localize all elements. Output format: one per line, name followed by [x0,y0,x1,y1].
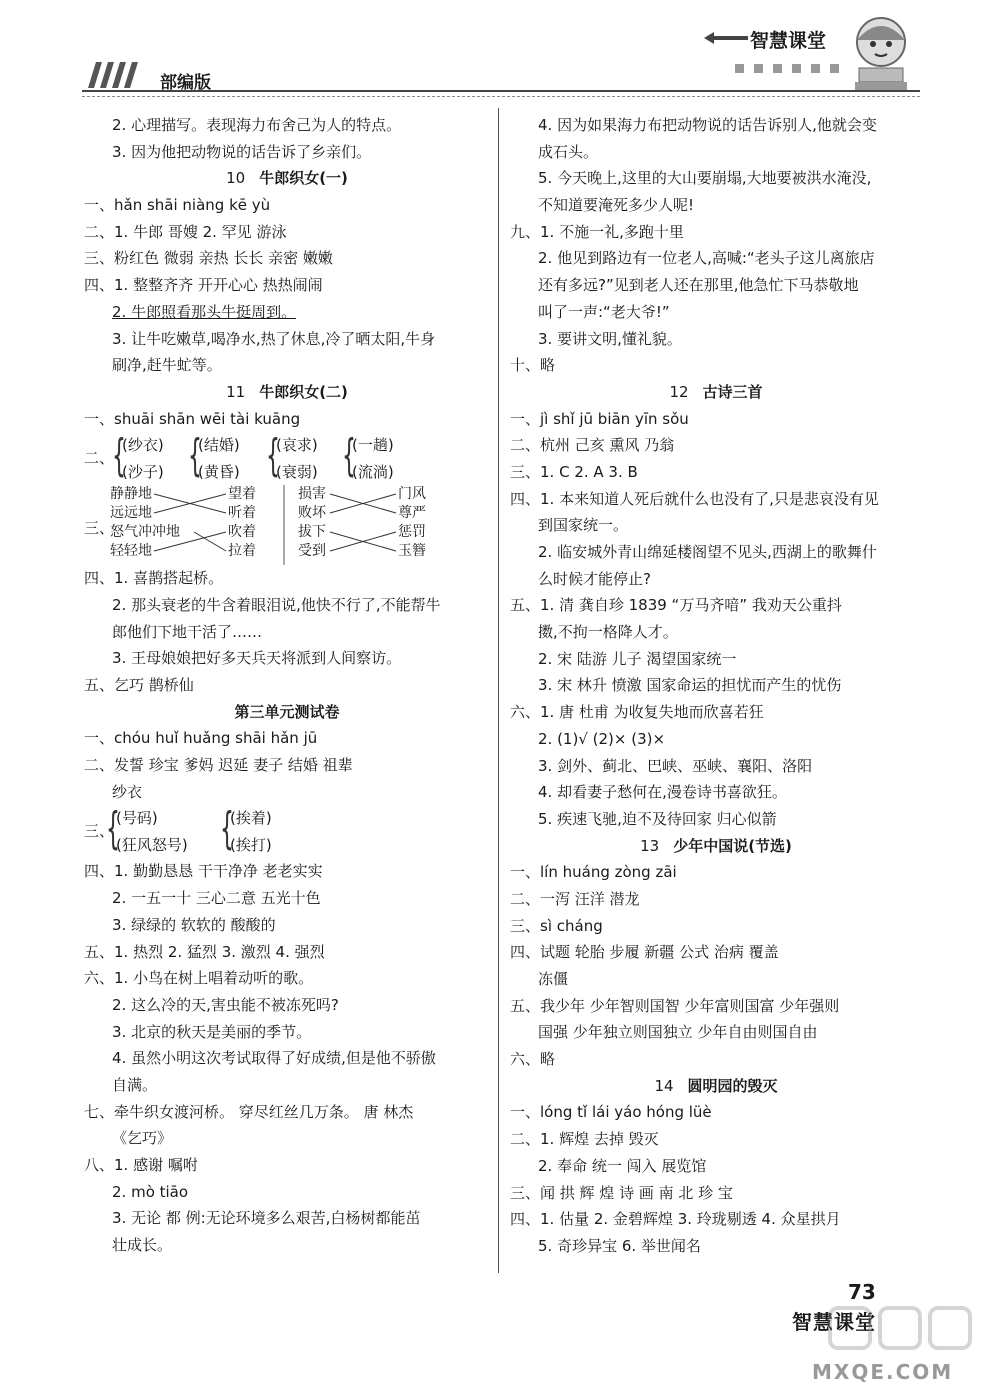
answer-line: 擞,不拘一格降人才。 [538,623,678,642]
answer-line: 么时候才能停止? [538,569,651,588]
answer-line: 四、试题 轮胎 步履 新疆 公式 治病 覆盖 [510,943,779,962]
section-heading: 14 圆明园的毁灭 [654,1076,778,1095]
answer-line: 不知道要淹死多少人呢! [538,196,695,215]
answer-line: 2. 宋 陆游 儿子 渴望国家统一 [538,649,737,668]
answer-line: 二、一泻 汪洋 潜龙 [510,889,640,908]
answer-line: 冻僵 [538,970,569,988]
answer-line: 四、1. 估量 2. 金碧辉煌 3. 玲珑剔透 4. 众星拱月 [510,1210,841,1229]
answer-line: 3. 北京的秋天是美丽的季节。 [112,1022,312,1041]
square-dots [735,58,849,77]
answer-line: 5. 疾速飞驰,迫不及待回家 归心似箭 [538,809,777,828]
edition-label: 部编版 [160,73,211,93]
answer-line: 3. 让牛吃嫩草,喝净水,热了休息,冷了晒太阳,牛身 [112,329,436,348]
answer-line: 二、发誓 珍宝 爹妈 迟延 妻子 结婚 祖辈 [84,756,353,775]
answer-line: 十、略 [510,356,556,375]
answer-line: 三、1. C 2. A 3. B [510,462,638,481]
answer-line: 自满。 [112,1075,158,1094]
section-heading: 10 牛郎织女(一) [226,169,348,188]
answer-line: 八、1. 感谢 嘱咐 [84,1156,198,1174]
answer-line: 六、1. 小鸟在树上唱着动听的歌。 [84,969,314,988]
answer-line: 3. 要讲文明,懂礼貌。 [538,329,682,348]
section-heading: 11 牛郎织女(二) [226,382,348,401]
answer-line: 四、1. 勤勤恳恳 干干净净 老老实实 [84,862,323,881]
answer-line: 2. 他见到路边有一位老人,高喊:“老头子这儿离旅店 [538,249,875,268]
page-header [0,0,1000,100]
answer-line: 还有多远?”见到老人还在那里,他急忙下马恭敬地 [538,276,859,295]
left-column [84,112,490,1259]
answer-line: 2. 这么冷的天,害虫能不被冻死吗? [112,995,339,1014]
answer-line: 2. mò tiāo [112,1182,189,1201]
answer-line: 四、1. 喜鹊搭起桥。 [84,569,224,588]
answer-line: 九、1. 不施一礼,多跑十里 [510,222,684,241]
answer-line: 三、sì cháng [510,916,603,935]
answer-line: 六、1. 唐 杜甫 为收复失地而欣喜若狂 [510,703,764,722]
answer-line: 2. (1)√ (2)× (3)× [538,729,666,748]
answer-line: 4. 虽然小明这次考试取得了好成绩,但是他不骄傲 [112,1049,436,1068]
matching-lines [84,485,444,565]
footer-brand: 智慧课堂 [792,1310,876,1334]
answer-line: 3. 因为他把动物说的话告诉了乡亲们。 [112,142,372,161]
brace-answers: 二、 { (纱衣) (沙子) { (结婚) (黄昏) { (哀求) (衰弱) { (一趟) (流淌) [84,430,394,482]
answer-line: 二、1. 牛郎 哥嫂 2. 罕见 游泳 [84,222,287,241]
answer-line: 2. 一五一十 三心二意 五光十色 [112,889,321,908]
answer-line: 2. 心理描写。表现海力布舍己为人的特点。 [112,116,402,134]
answer-line: 国强 少年独立则国独立 少年自由则国自由 [538,1023,818,1042]
answer-line: 5. 奇珍异宝 6. 举世闻名 [538,1236,701,1255]
answer-line: 2. 临安城外青山绵延楼阁望不见头,西湖上的歌舞什 [538,543,877,561]
answer-line: 郎他们下地干活了…… [112,622,263,641]
answer-line: 《乞巧》 [112,1129,173,1148]
answer-line: 五、1. 清 龚自珍 1839 “万马齐喑” 我劝天公重抖 [510,596,842,615]
answer-line: 成石头。 [538,142,599,161]
answer-line: 一、chóu huǐ huǎng shāi hǎn jū [84,729,318,748]
answer-line: 二、1. 辉煌 去掉 毁灭 [510,1130,659,1149]
answer-line: 壮成长。 [112,1236,173,1255]
answer-line: 2. 奉命 统一 闯入 展览馆 [538,1156,707,1175]
answer-line: 3. 绿绿的 软软的 酸酸的 [112,915,276,934]
answer-line: 3. 王母娘娘把好多天兵天将派到人间察访。 [112,649,402,668]
answer-line: 一、shuāi shān wēi tài kuāng [84,409,301,428]
stripes-decoration [88,62,148,88]
answer-line: 2. 那头衰老的牛含着眼泪说,他快不行了,不能帮牛 [112,595,441,614]
section-heading: 第三单元测试卷 [234,702,340,721]
answer-line: 五、1. 热烈 2. 猛烈 3. 激烈 4. 强烈 [84,942,325,961]
answer-line: 五、我少年 少年智则国智 少年富则国富 少年强则 [510,996,840,1015]
answer-line: 三、闻 拱 辉 煌 诗 画 南 北 珍 宝 [510,1183,733,1202]
answer-line: 3. 宋 林升 愤激 国家命运的担忧而产生的忧伤 [538,676,842,695]
item-number: 三、 [84,519,115,538]
brace-answers: 三、 { (号码) (狂风怒号) { (挨着) (挨打) [84,803,272,855]
answer-line: 六、略 [510,1050,556,1069]
right-column [510,112,922,1260]
answer-line: 刷净,赶牛虻等。 [112,356,222,375]
header-rule [82,90,920,97]
matching-exercise: 三、 静静地 远远地 怒气冲冲地 轻轻地 望着 听着 吹着 拉着 损害 败坏 拔下 受到 门风 尊严 惩罚 玉簪 [84,485,490,565]
answer-line: 四、1. 本来知道人死后就什么也没有了,只是悲哀没有见 [510,489,879,508]
answer-line: 4. 却看妻子愁何在,漫卷诗书喜欲狂。 [538,783,787,802]
answer-line: 七、牵牛织女渡河桥。 穿尽红丝几万条。 唐 林杰 [84,1102,414,1121]
answer-line: 一、lóng tǐ lái yáo hóng lüè [510,1103,712,1122]
section-heading: 12 古诗三首 [669,382,763,401]
girl-mascot-icon [845,12,917,92]
answer-line: 一、jì shǐ jū biān yīn sǒu [510,409,689,428]
answer-line: 3. 剑外、蓟北、巴峡、巫峡、襄阳、洛阳 [538,756,813,775]
answer-line: 四、1. 整整齐齐 开开心心 热热闹闹 [84,276,323,295]
watermark-text: MXQE.COM [812,1360,954,1384]
item-number: 三、 [84,822,115,841]
answer-line: 五、乞巧 鹊桥仙 [84,676,194,694]
item-number: 二、 [84,449,115,468]
column-divider [498,108,499,1273]
brand-title: 智慧课堂 [750,30,827,52]
arrow-icon [704,30,748,46]
answer-line: 5. 今天晚上,这里的大山要崩塌,大地要被洪水淹没, [538,169,872,188]
answer-line: 2. 牛郎照看那头牛挺周到。 [112,302,297,321]
answer-line: 叫了一声:“老大爷!” [538,302,670,321]
answer-line: 一、hǎn shāi niàng kē yù [84,196,271,215]
answer-line: 一、lín huáng zòng zāi [510,863,677,882]
page-number: 73 [848,1280,876,1304]
answer-line: 3. 无论 都 例:无论环境多么艰苦,白杨树都能茁 [112,1209,421,1228]
answer-line: 纱衣 [112,782,143,801]
answer-line: 4. 因为如果海力布把动物说的话告诉别人,他就会变 [538,116,877,134]
answer-line: 到国家统一。 [538,516,629,535]
answer-line: 二、杭州 己亥 熏风 乃翁 [510,436,675,455]
section-heading: 13 少年中国说(节选) [640,836,792,855]
answer-line: 三、粉红色 微弱 亲热 长长 亲密 嫩嫩 [84,249,333,268]
